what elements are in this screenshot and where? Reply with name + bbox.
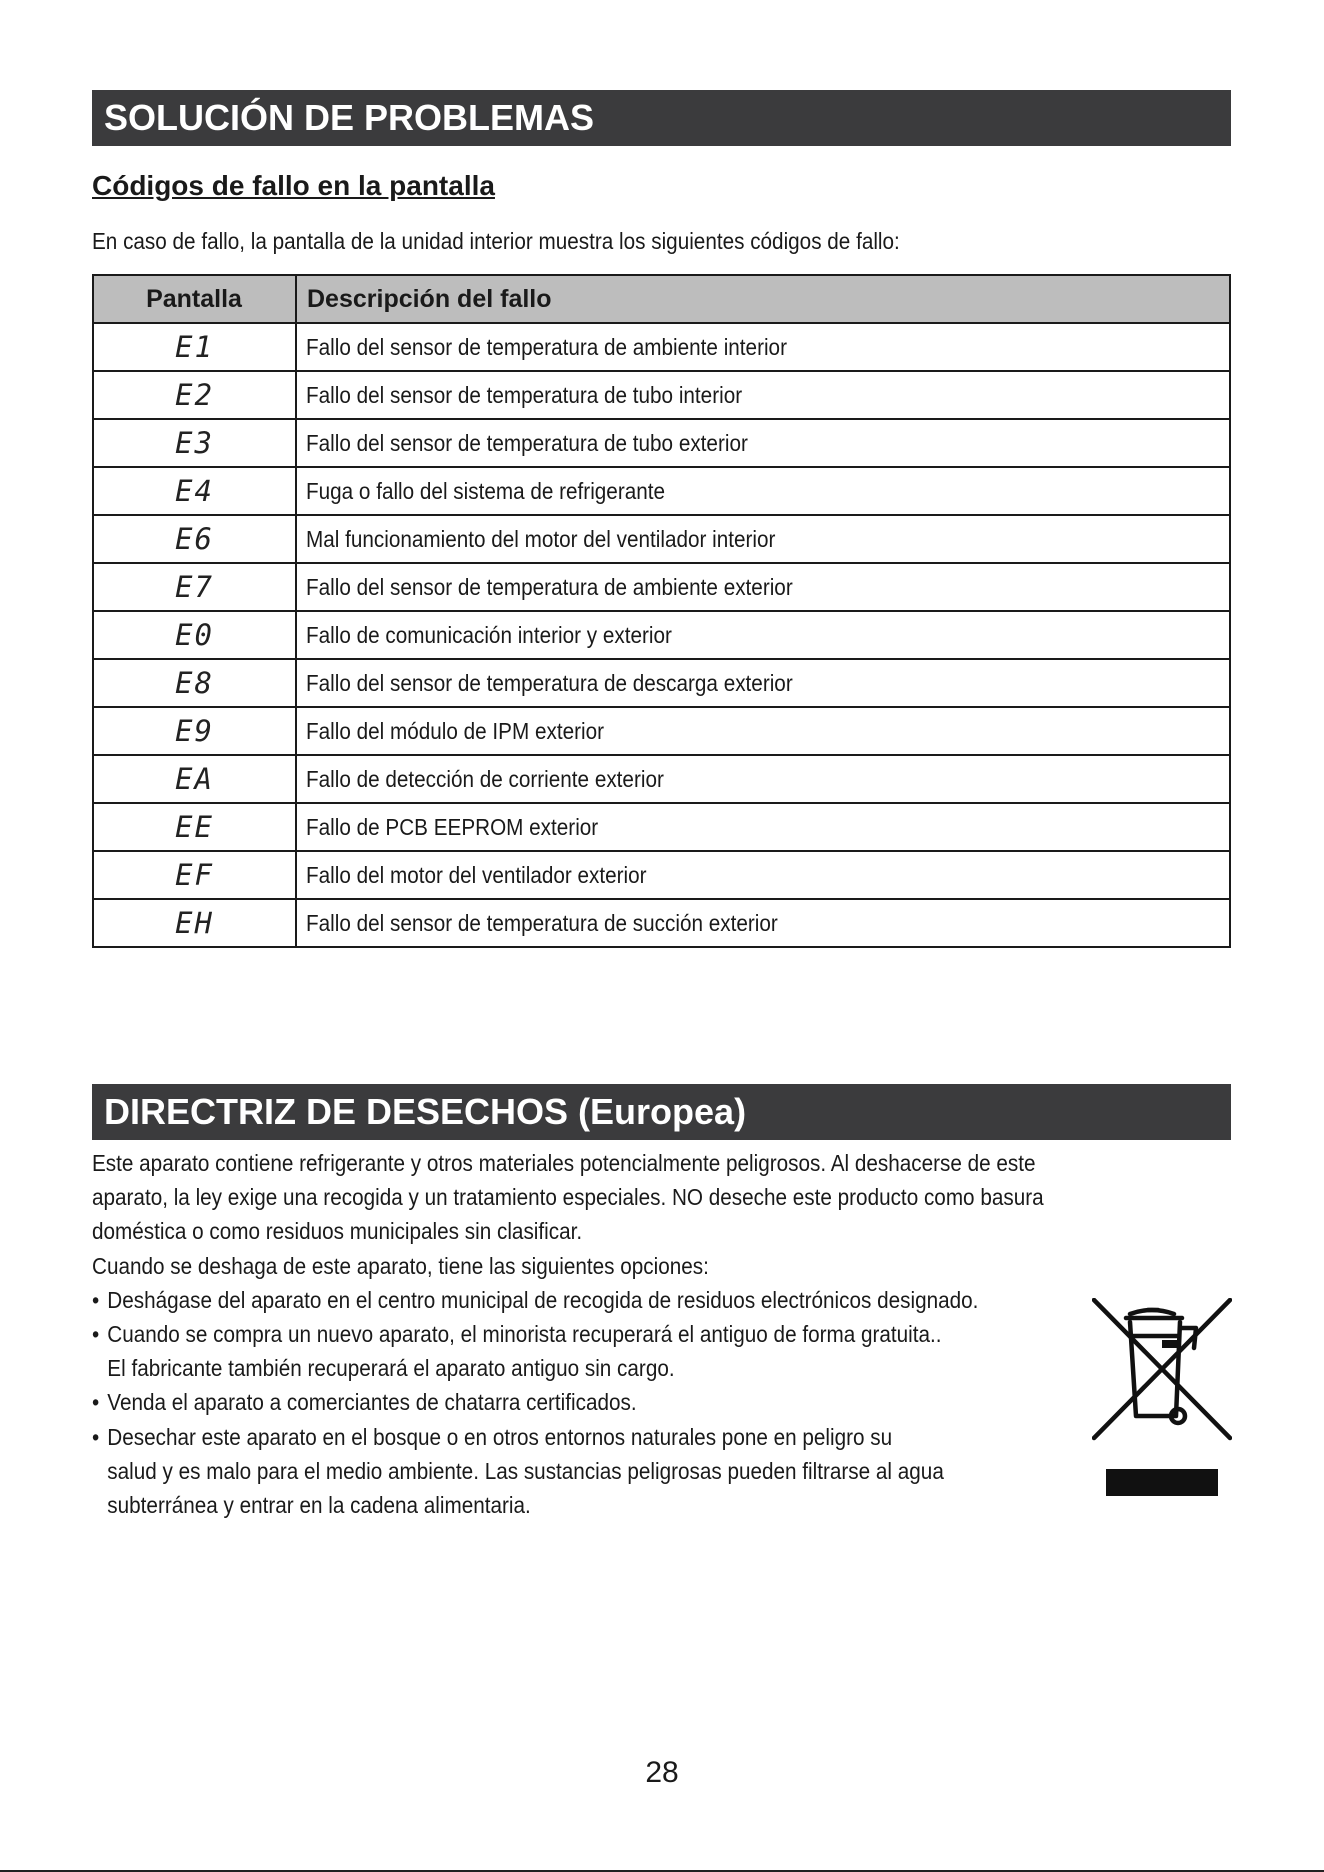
- bullet-text: Venda el aparato a comerciantes de chatarra certificados.: [107, 1389, 637, 1416]
- fault-code: EH: [93, 899, 296, 947]
- bullet-symbol: •: [92, 1389, 100, 1416]
- fault-description-cell: [296, 419, 1230, 467]
- bullet-item: [92, 1283, 1127, 1317]
- bullet-text: Cuando se compra un nuevo aparato, el minorista recuperará el antiguo de forma gratuita..: [107, 1320, 942, 1347]
- fault-description: Fallo del sensor de temperatura de descarga exterior: [306, 669, 793, 696]
- table-row: [93, 323, 1230, 371]
- table-row: [93, 371, 1230, 419]
- table-row: [93, 563, 1230, 611]
- fault-description-cell: [296, 467, 1230, 515]
- paragraph-line: aparato, la ley exige una recogida y un tratamiento especiales. NO deseche este producto como basura: [92, 1184, 1044, 1211]
- bullet-text: El fabricante también recuperará el aparato antiguo sin cargo.: [107, 1355, 675, 1382]
- fault-description-cell: [296, 707, 1230, 755]
- intro-text: En caso de fallo, la pantalla de la unidad interior muestra los siguientes códigos de fallo:: [92, 228, 900, 254]
- table-row: [93, 899, 1230, 947]
- disposal-bar-marker: [1106, 1469, 1218, 1496]
- table-row: [93, 467, 1230, 515]
- fault-description: Fallo del sensor de temperatura de tubo exterior: [306, 429, 748, 456]
- section-title-troubleshooting: SOLUCIÓN DE PROBLEMAS: [92, 90, 1231, 146]
- fault-description: Mal funcionamiento del motor del ventilador interior: [306, 525, 776, 552]
- fault-code: E1: [93, 323, 296, 371]
- column-header-display: Pantalla: [93, 275, 296, 323]
- disposal-text: [92, 1146, 1242, 1522]
- fault-code: E9: [93, 707, 296, 755]
- fault-description-cell: [296, 563, 1230, 611]
- bullet-text: Desechar este aparato en el bosque o en otros entornos naturales pone en peligro su: [107, 1423, 893, 1450]
- bullet-item: [92, 1420, 1127, 1454]
- bullet-item: [92, 1317, 1127, 1351]
- fault-description: Fallo del sensor de temperatura de ambiente interior: [306, 333, 787, 360]
- fault-description-cell: [296, 851, 1230, 899]
- table-row: [93, 851, 1230, 899]
- fault-code: E7: [93, 563, 296, 611]
- fault-code: E8: [93, 659, 296, 707]
- bullet-item-continuation: [92, 1488, 1127, 1522]
- fault-description: Fallo del sensor de temperatura de succión exterior: [306, 909, 778, 936]
- fault-description: Fallo de comunicación interior y exterior: [306, 621, 672, 648]
- fault-description-cell: [296, 515, 1230, 563]
- table-header-row: [93, 275, 1230, 323]
- bullet-text: Deshágase del aparato en el centro municipal de recogida de residuos electrónicos designado.: [107, 1286, 979, 1313]
- options-list: [92, 1283, 1242, 1522]
- crossed-out-wheelie-bin-icon: [1092, 1298, 1232, 1448]
- bullet-symbol: •: [92, 1423, 100, 1450]
- fault-description-cell: [296, 323, 1230, 371]
- subsection-title-fault-codes: Códigos de fallo en la pantalla: [92, 170, 495, 201]
- table-row: [93, 419, 1230, 467]
- fault-description: Fallo del sensor de temperatura de tubo interior: [306, 381, 743, 408]
- section-title-disposal: DIRECTRIZ DE DESECHOS (Europea): [92, 1084, 1231, 1140]
- fault-code: EA: [93, 755, 296, 803]
- fault-description: Fuga o fallo del sistema de refrigerante: [306, 477, 666, 504]
- table-row: [93, 755, 1230, 803]
- table-row: [93, 707, 1230, 755]
- fault-description-cell: [296, 899, 1230, 947]
- fault-code-table: [92, 274, 1231, 948]
- fault-code: E4: [93, 467, 296, 515]
- fault-code: E2: [93, 371, 296, 419]
- table-row: [93, 803, 1230, 851]
- page-number: 28: [645, 1756, 679, 1789]
- fault-code: E0: [93, 611, 296, 659]
- fault-description-cell: [296, 803, 1230, 851]
- column-header-description: Descripción del fallo: [296, 275, 1230, 323]
- fault-description-cell: [296, 659, 1230, 707]
- table-row: [93, 659, 1230, 707]
- bullet-text: subterránea y entrar en la cadena alimentaria.: [107, 1491, 531, 1518]
- fault-description-cell: [296, 755, 1230, 803]
- paragraph-line: Cuando se deshaga de este aparato, tiene las siguientes opciones:: [92, 1252, 709, 1279]
- table-row: [93, 515, 1230, 563]
- table-row: [93, 611, 1230, 659]
- bullet-symbol: •: [92, 1286, 100, 1313]
- bullet-item-continuation: [92, 1454, 1127, 1488]
- fault-code: EF: [93, 851, 296, 899]
- fault-description: Fallo de PCB EEPROM exterior: [306, 813, 599, 840]
- bullet-symbol: •: [92, 1320, 100, 1347]
- fault-description-cell: [296, 611, 1230, 659]
- fault-code: E3: [93, 419, 296, 467]
- fault-code: E6: [93, 515, 296, 563]
- bullet-item: [92, 1385, 1127, 1419]
- fault-description: Fallo de detección de corriente exterior: [306, 765, 664, 792]
- fault-code: EE: [93, 803, 296, 851]
- fault-description: Fallo del módulo de IPM exterior: [306, 717, 604, 744]
- paragraph-line: Este aparato contiene refrigerante y otros materiales potencialmente peligrosos. Al deshacerse de este: [92, 1150, 1036, 1176]
- bullet-text: salud y es malo para el medio ambiente. Las sustancias peligrosas pueden filtrarse al agua: [107, 1457, 944, 1484]
- fault-description: Fallo del motor del ventilador exterior: [306, 861, 647, 888]
- paragraph-line: doméstica o como residuos municipales sin clasificar.: [92, 1218, 583, 1245]
- bullet-item-continuation: [92, 1351, 1127, 1385]
- fault-description-cell: [296, 371, 1230, 419]
- fault-code-rows: [93, 323, 1230, 947]
- fault-description: Fallo del sensor de temperatura de ambiente exterior: [306, 573, 793, 600]
